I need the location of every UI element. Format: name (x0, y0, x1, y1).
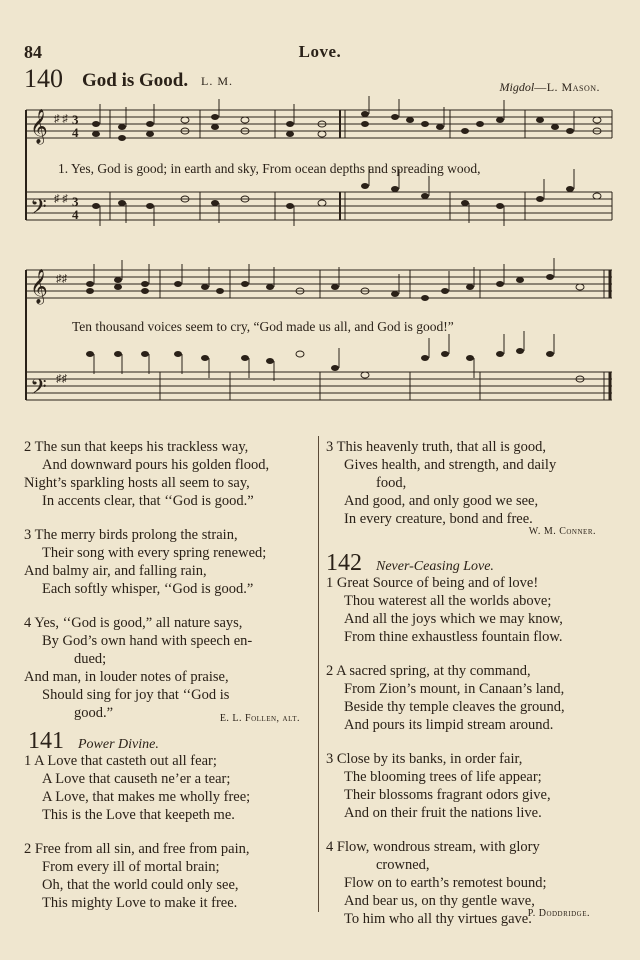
stanza-line: 4 Flow, wondrous stream, with glory (326, 839, 540, 855)
column-divider (318, 436, 319, 912)
hymn-141-number: 141 (28, 728, 64, 754)
hymn-142-stanza-3 (326, 750, 565, 822)
stanza-line: To him who all thy virtues gave. (344, 911, 532, 927)
hymn-141-title: Power Divine. (78, 737, 159, 752)
stanza-line: crowned, (376, 857, 430, 873)
stanza-line: A Love, that makes me wholly free; (42, 789, 251, 805)
tune-title: Migdol (499, 80, 535, 94)
stanza-line: food, (376, 475, 407, 491)
stanza-line: 3 Close by its banks, in order fair, (326, 751, 523, 767)
svg-text:4: 4 (72, 125, 79, 140)
svg-text:♯♯: ♯♯ (56, 373, 67, 385)
stanza-line: Their blossoms fragrant odors give, (344, 787, 551, 803)
svg-text:3: 3 (72, 194, 79, 209)
hymn-140-meter: L. M. (201, 74, 233, 88)
stanza-line: And good, and only good we see, (344, 493, 539, 509)
attribution-text: E. L. Follen, alt. (219, 713, 300, 724)
stanza-line: Each softly whisper, ‘‘God is good.” (42, 581, 254, 597)
stanza-line: Oh, that the world could only see, (42, 877, 239, 893)
stanza-line: In every creature, bond and free. (344, 511, 533, 527)
attribution-text: W. M. Conner. (528, 526, 596, 537)
svg-text:4: 4 (72, 207, 79, 222)
svg-text:♯♯: ♯♯ (56, 273, 67, 285)
tune-name (500, 80, 600, 95)
stanza-line: Should sing for joy that ‘‘God is (42, 687, 230, 703)
stanza-line: By God’s own hand with speech en- (42, 633, 253, 649)
hymn-142-stanza-2 (326, 662, 565, 734)
stanza-line: Thou waterest all the worlds above; (344, 593, 552, 609)
stanza-line: good.” (74, 705, 114, 721)
hymn-141-heading (28, 728, 159, 755)
stanza-line: And balmy air, and falling rain, (24, 563, 207, 579)
hymn-140-stanzas (24, 438, 269, 722)
stanza-line: A Love that causeth ne’er a tear; (42, 771, 231, 787)
page-number: 84 (24, 42, 42, 62)
stanza-line: And downward pours his golden flood, (42, 457, 270, 473)
stanza-line: dued; (74, 651, 107, 667)
stanza-line: From Zion’s mount, in Canaan’s land, (344, 681, 565, 697)
stanza-line: Their song with every spring renewed; (42, 545, 267, 561)
hymn-142-heading (326, 550, 494, 577)
hymn-142-stanzas (326, 574, 565, 928)
stanza-line: 4 Yes, ‘‘God is good,” all nature says, (24, 615, 243, 631)
hymn-141-stanzas (24, 752, 250, 912)
svg-text:3: 3 (72, 112, 79, 127)
hymn-140-stanza-5 (326, 438, 556, 528)
hymn-142-attribution (440, 908, 590, 919)
stanza-line: This is the Love that keepeth me. (42, 807, 235, 823)
stanza-line: 1 Great Source of being and of love! (326, 575, 539, 591)
hymn-140-stanza-4 (24, 614, 269, 722)
hymn-141-stanza-2 (24, 840, 250, 912)
stanza-line: This mighty Love to make it free. (42, 895, 238, 911)
hymn-140-attribution (150, 713, 300, 724)
stanza-line: From every ill of mortal brain; (42, 859, 220, 875)
stanza-line: And pours its limpid stream around. (344, 717, 554, 733)
stanza-line: 2 The sun that keeps his trackless way, (24, 439, 249, 455)
stanza-line: Beside thy temple cleaves the ground, (344, 699, 565, 715)
stanza-line: And on their fruit the nations live. (344, 805, 542, 821)
hymn-140-stanza-3 (24, 526, 269, 598)
stanza-line: 2 A sacred spring, at thy command, (326, 663, 531, 679)
stanza-line: And bear us, on thy gentle wave, (344, 893, 535, 909)
running-title: Love. (298, 42, 342, 61)
svg-text:♯ ♯: ♯ ♯ (54, 193, 68, 205)
stanza-line: 2 Free from all sin, and free from pain, (24, 841, 250, 857)
svg-text:𝄞: 𝄞 (30, 109, 48, 144)
hymn-142-number: 142 (326, 550, 362, 576)
stanza-line: 3 The merry birds prolong the strain, (24, 527, 238, 543)
hymn-142-stanza-1 (326, 574, 565, 646)
stanza-line: And all the joys which we may know, (344, 611, 563, 627)
stanza-line: From thine exhaustless fountain flow. (344, 629, 563, 645)
hymn-140-stanza-2 (24, 438, 269, 510)
stanza-line: Flow on to earth’s remotest bound; (344, 875, 547, 891)
stanza-line: Gives health, and strength, and daily (344, 457, 557, 473)
svg-text:♯ ♯: ♯ ♯ (54, 113, 68, 125)
stanza-line: The blooming trees of life appear; (344, 769, 542, 785)
hymn-140-lyric-line-2: Ten thousand voices seem to cry, “God made us all, and God is good!” (72, 319, 454, 334)
attribution-text: P. Doddridge. (527, 908, 590, 919)
svg-text:𝄢: 𝄢 (30, 375, 47, 405)
stanza-line: In accents clear, that ‘‘God is good.” (42, 493, 254, 509)
stanza-line: And man, in louder notes of praise, (24, 669, 229, 685)
hymn-140-title: God is Good. (82, 70, 189, 91)
hymn-140-number: 140 (24, 64, 63, 93)
hymn-140-attribution-2 (440, 526, 596, 537)
hymn-142-title: Never-Ceasing Love. (376, 559, 494, 574)
stanza-line: Night’s sparkling hosts all seem to say, (24, 475, 250, 491)
hymn-140-lyric-line-1: 1. Yes, God is good; in earth and sky, From ocean depths and spreading wood, (58, 161, 481, 176)
stanza-line: 1 A Love that casteth out all fear; (24, 753, 217, 769)
svg-text:𝄞: 𝄞 (30, 269, 48, 304)
hymn-141-stanza-1 (24, 752, 250, 824)
stanza-line: 3 This heavenly truth, that all is good, (326, 439, 547, 455)
svg-text:𝄢: 𝄢 (30, 195, 47, 225)
composer: —L. Mason. (534, 80, 600, 94)
